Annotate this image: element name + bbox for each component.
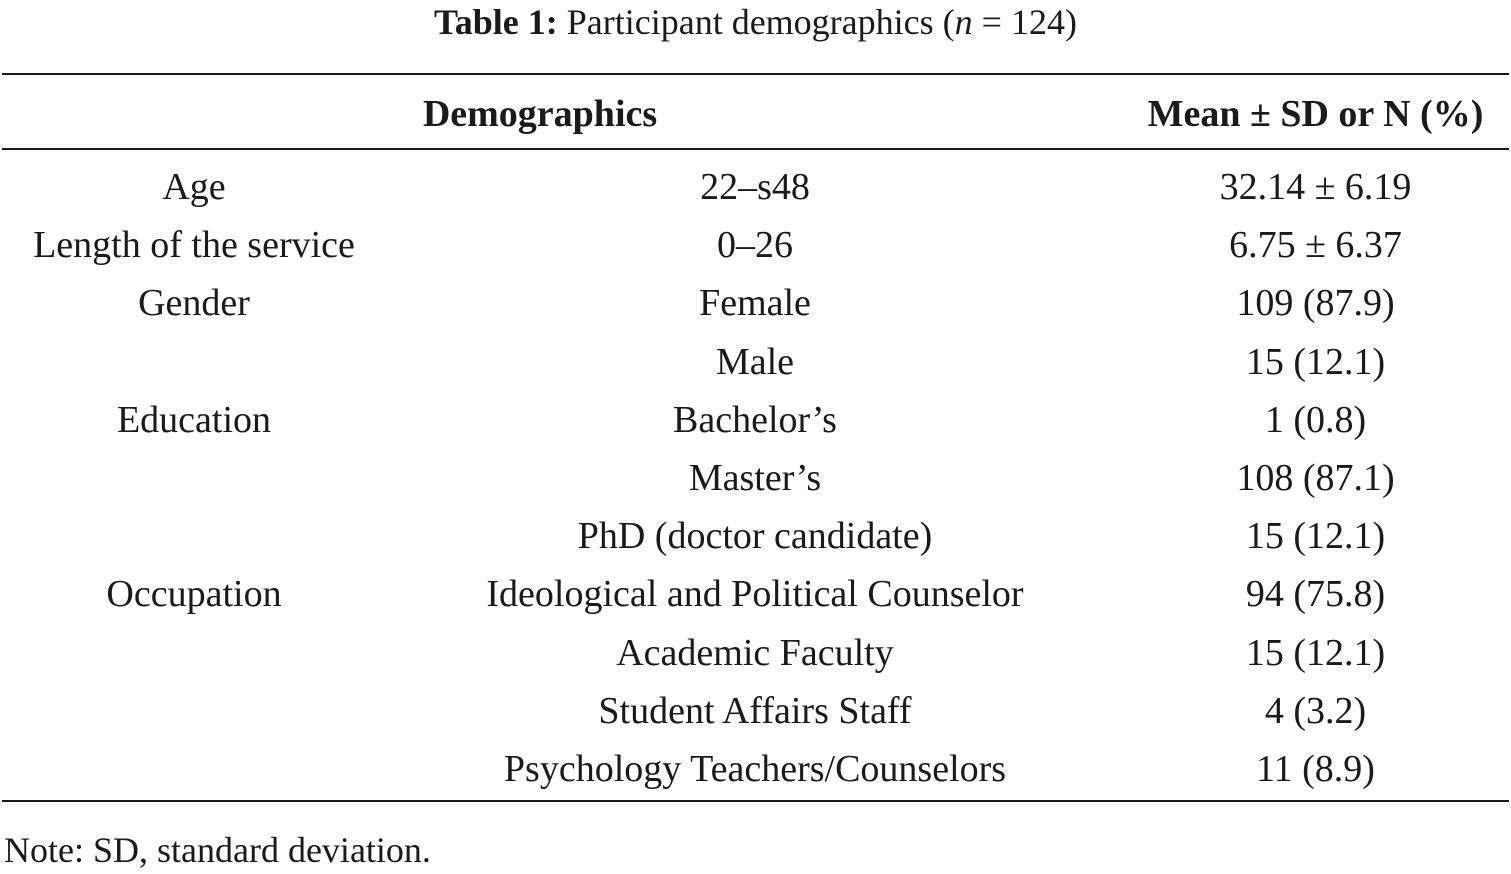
top-rule bbox=[2, 73, 1509, 75]
table-label: Table 1: bbox=[434, 2, 558, 42]
caption-text-before: Participant demographics ( bbox=[566, 2, 955, 42]
row-subcategory: Psychology Teachers/Counselors bbox=[503, 747, 1007, 790]
table-row bbox=[0, 333, 1511, 391]
header-mean-sd: Mean ± SD or N (%) bbox=[1147, 93, 1484, 135]
row-subcategory: Ideological and Political Counselor bbox=[486, 573, 1024, 616]
table-row bbox=[0, 682, 1511, 740]
header-demographics: Demographics bbox=[422, 93, 658, 135]
row-value: 109 (87.9) bbox=[1236, 282, 1395, 325]
row-subcategory: Academic Faculty bbox=[616, 631, 894, 674]
row-value: 6.75 ± 6.37 bbox=[1229, 224, 1402, 267]
row-category: Age bbox=[162, 166, 226, 208]
caption-text-after: = 124) bbox=[972, 2, 1077, 42]
row-subcategory: 22–s48 bbox=[700, 166, 810, 208]
table-row bbox=[0, 740, 1511, 798]
row-value: 15 (12.1) bbox=[1245, 515, 1386, 558]
table-row bbox=[0, 216, 1511, 274]
table-row bbox=[0, 565, 1511, 623]
table-row bbox=[0, 158, 1511, 216]
row-value: 108 (87.1) bbox=[1236, 456, 1395, 499]
table-row bbox=[0, 449, 1511, 507]
row-value: 4 (3.2) bbox=[1264, 689, 1367, 732]
table-row bbox=[0, 274, 1511, 332]
row-value: 11 (8.9) bbox=[1256, 747, 1375, 790]
row-subcategory: Master’s bbox=[688, 456, 822, 499]
table-row bbox=[0, 507, 1511, 565]
row-category: Length of the service bbox=[33, 224, 355, 267]
row-value: 1 (0.8) bbox=[1264, 398, 1367, 441]
header-rule bbox=[2, 148, 1509, 150]
table-row bbox=[0, 391, 1511, 449]
table-body bbox=[0, 158, 1511, 798]
table-row bbox=[0, 624, 1511, 682]
row-category: Gender bbox=[138, 282, 250, 325]
row-subcategory: Student Affairs Staff bbox=[598, 689, 912, 732]
row-value: 94 (75.8) bbox=[1245, 573, 1386, 616]
row-category: Education bbox=[116, 398, 272, 441]
row-category: Occupation bbox=[106, 573, 282, 616]
row-value: 15 (12.1) bbox=[1245, 631, 1386, 674]
row-subcategory: PhD (doctor candidate) bbox=[577, 515, 933, 558]
table-caption bbox=[0, 0, 1511, 44]
row-subcategory: Male bbox=[715, 340, 795, 383]
row-value: 15 (12.1) bbox=[1245, 340, 1386, 383]
bottom-rule bbox=[2, 800, 1509, 802]
row-value: 32.14 ± 6.19 bbox=[1219, 166, 1412, 208]
table-note: Note: SD, standard deviation. bbox=[4, 830, 431, 870]
row-subcategory: 0–26 bbox=[717, 224, 793, 267]
caption-n-symbol: n bbox=[954, 2, 973, 42]
row-subcategory: Female bbox=[699, 282, 811, 325]
row-subcategory: Bachelor’s bbox=[673, 398, 837, 441]
